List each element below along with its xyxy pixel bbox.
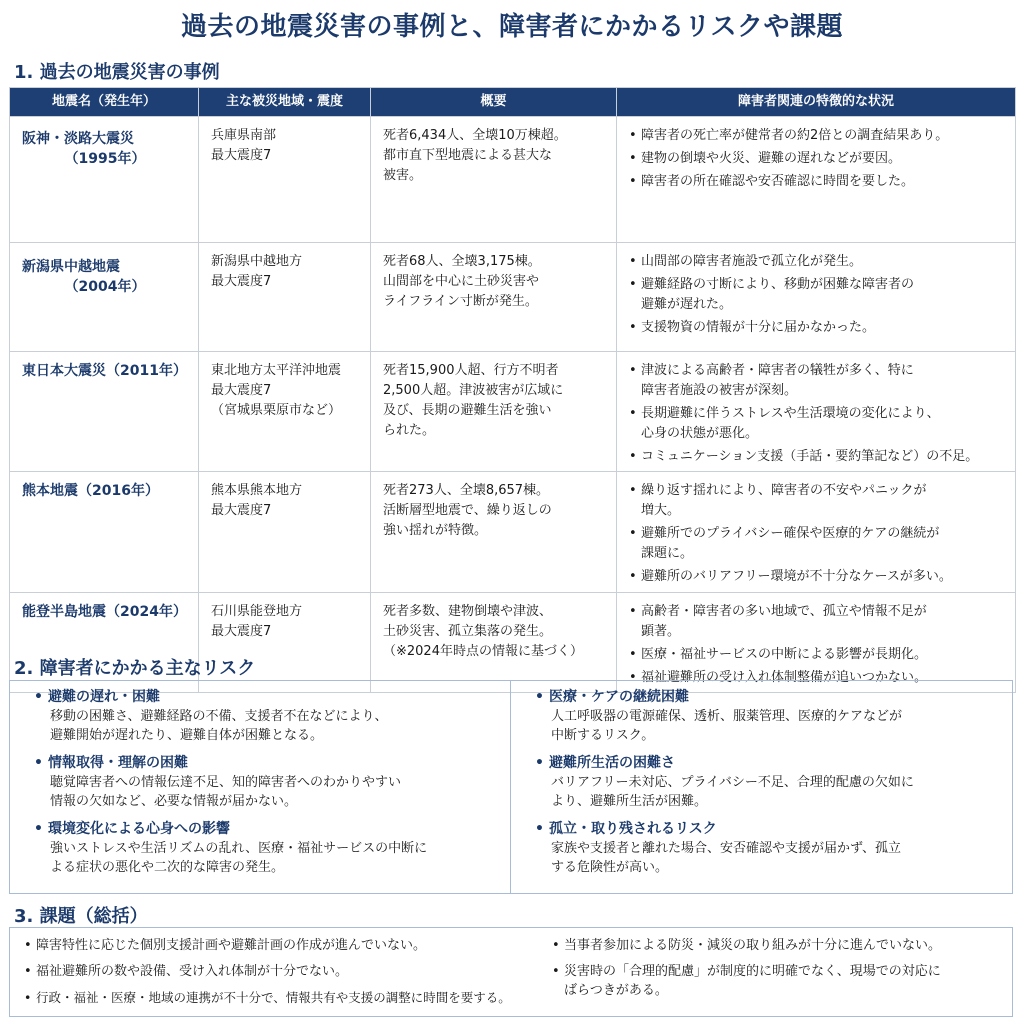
risk-description: 聴覚障害者への情報伝達不足、知的障害者へのわかりやすい 情報の欠如など、必要な情報が届かない。 <box>50 775 402 809</box>
earthquake-name-cell <box>10 117 199 243</box>
list-item: • 長期避難に伴うストレスや生活環境の変化により、 心身の状態が悪化。 <box>629 404 1005 444</box>
list-item: • 支援物資の情報が十分に届かなかった。 <box>629 318 1005 338</box>
summary-cell: 死者15,900人超、行方不明者 2,500人超。津波被害が広域に 及び、長期の避難生活を強い られた。 <box>371 352 617 472</box>
list-item: • 福祉避難所の数や設備、受け入れ体制が十分でない。 <box>24 962 540 981</box>
earthquake-name-cell <box>10 352 199 472</box>
list-item: • 行政・福祉・医療・地域の連携が不十分で、情報共有や支援の調整に時間を要する。 <box>24 988 540 1007</box>
earthquake-name: 新潟県中越地震 <box>22 259 120 275</box>
page-title: 過去の地震災害の事例と、障害者にかかるリスクや課題 <box>181 12 843 42</box>
column-header-disability: 障害者関連の特徴的な状況 <box>617 88 1016 117</box>
list-item: • 障害特性に応じた個別支援計画や避難計画の作成が進んでいない。 <box>24 936 540 955</box>
issue-box <box>9 927 1013 1017</box>
region-cell: 石川県能登地方 最大震度7 <box>199 593 371 693</box>
region-cell: 熊本県熊本地方 最大震度7 <box>199 472 371 593</box>
region-cell: 新潟県中越地方 最大震度7 <box>199 243 371 352</box>
table-row <box>10 117 1016 243</box>
disability-cell <box>617 352 1016 472</box>
risk-description: バリアフリー未対応、プライバシー不足、合理的配慮の欠如に より、避難所生活が困難。 <box>551 775 914 809</box>
summary-cell: 死者68人、全壊3,175棟。 山間部を中心に土砂災害や ライフライン寸断が発生。 <box>371 243 617 352</box>
section2-heading: 2. 障害者にかかる主なリスク <box>14 658 256 679</box>
region-cell: 東北地方太平洋沖地震 最大震度7 （宮城県栗原市など） <box>199 352 371 472</box>
risk-item <box>34 819 510 877</box>
region-cell: 兵庫県南部 最大震度7 <box>199 117 371 243</box>
issue-column-right <box>540 928 1012 1016</box>
risk-title: • 医療・ケアの継続困難 <box>535 687 1012 707</box>
summary-cell: 死者273人、全壊8,657棟。 活断層型地震で、繰り返しの 強い揺れが特徴。 <box>371 472 617 593</box>
earthquake-name: 阪神・淡路大震災 <box>22 131 134 147</box>
section1-heading: 1. 過去の地震災害の事例 <box>14 62 220 83</box>
list-item: • 建物の倒壊や火災、避難の遅れなどが要因。 <box>629 149 1005 169</box>
list-item: • コミュニケーション支援（手話・要約筆記など）の不足。 <box>629 447 1005 467</box>
risk-title: • 孤立・取り残されるリスク <box>535 819 1012 839</box>
section3-heading: 3. 課題（総括） <box>14 906 148 927</box>
list-item: • 医療・福祉サービスの中断による影響が長期化。 <box>629 645 1005 665</box>
column-header-region: 主な被災地域・震度 <box>199 88 371 117</box>
table-row <box>10 352 1016 472</box>
list-item: • 避難所のバリアフリー環境が不十分なケースが多い。 <box>629 567 1005 587</box>
earthquake-name-cell <box>10 243 199 352</box>
risk-title: • 環境変化による心身への影響 <box>34 819 510 839</box>
risk-description: 家族や支援者と離れた場合、安否確認や支援が届かず、孤立 する危険性が高い。 <box>551 841 901 875</box>
list-item: • 避難経路の寸断により、移動が困難な障害者の 避難が遅れた。 <box>629 275 1005 315</box>
risk-item <box>34 753 510 811</box>
list-item: • 山間部の障害者施設で孤立化が発生。 <box>629 252 1005 272</box>
risk-description: 強いストレスや生活リズムの乱れ、医療・福祉サービスの中断に よる症状の悪化や二次的な障害の発生。 <box>50 841 428 875</box>
table-row <box>10 472 1016 593</box>
list-item: • 繰り返す揺れにより、障害者の不安やパニックが 増大。 <box>629 481 1005 521</box>
disability-cell <box>617 243 1016 352</box>
risk-item <box>535 687 1012 745</box>
risk-description: 移動の困難さ、避難経路の不備、支援者不在などにより、 避難開始が遅れたり、避難自体が困難となる。 <box>50 709 388 743</box>
earthquake-year: （1995年） <box>64 151 146 167</box>
risk-item <box>535 753 1012 811</box>
earthquake-table <box>9 87 1016 693</box>
list-item: • 当事者参加による防災・減災の取り組みが十分に進んでいない。 <box>552 936 1012 955</box>
list-item: • 災害時の「合理的配慮」が制度的に明確でなく、現場での対応に ばらつきがある。 <box>552 962 1012 1000</box>
disability-cell <box>617 593 1016 693</box>
risk-title: • 避難の遅れ・困難 <box>34 687 510 707</box>
risk-box <box>9 680 1013 894</box>
risk-column-right <box>511 681 1012 893</box>
risk-title: • 避難所生活の困難さ <box>535 753 1012 773</box>
earthquake-year: （2004年） <box>64 279 146 295</box>
earthquake-name-cell <box>10 472 199 593</box>
risk-item <box>535 819 1012 877</box>
summary-cell: 死者6,434人、全壊10万棟超。 都市直下型地震による甚大な 被害。 <box>371 117 617 243</box>
list-item: • 高齢者・障害者の多い地域で、孤立や情報不足が 顕著。 <box>629 602 1005 642</box>
risk-column-left <box>10 681 511 893</box>
issue-column-left <box>10 928 540 1016</box>
earthquake-name: 東日本大震災（2011年） <box>22 363 187 379</box>
list-item: • 津波による高齢者・障害者の犠牲が多く、特に 障害者施設の被害が深刻。 <box>629 361 1005 401</box>
list-item: • 障害者の死亡率が健常者の約2倍との調査結果あり。 <box>629 126 1005 146</box>
risk-item <box>34 687 510 745</box>
column-header-name: 地震名（発生年） <box>10 88 199 117</box>
risk-title: • 情報取得・理解の困難 <box>34 753 510 773</box>
earthquake-name: 熊本地震（2016年） <box>22 483 159 499</box>
disability-cell <box>617 117 1016 243</box>
list-item: • 避難所でのプライバシー確保や医療的ケアの継続が 課題に。 <box>629 524 1005 564</box>
list-item: • 福祉避難所の受け入れ体制整備が追いつかない。 <box>629 668 1005 688</box>
risk-description: 人工呼吸器の電源確保、透析、服薬管理、医療的ケアなどが 中断するリスク。 <box>551 709 903 743</box>
list-item: • 障害者の所在確認や安否確認に時間を要した。 <box>629 172 1005 192</box>
table-row <box>10 243 1016 352</box>
disability-cell <box>617 472 1016 593</box>
summary-cell: 死者多数、建物倒壊や津波、 土砂災害、孤立集落の発生。 （※2024年時点の情報に基づく） <box>371 593 617 693</box>
column-header-summary: 概要 <box>371 88 617 117</box>
earthquake-name: 能登半島地震（2024年） <box>22 604 187 620</box>
table-header-row <box>10 88 1016 117</box>
